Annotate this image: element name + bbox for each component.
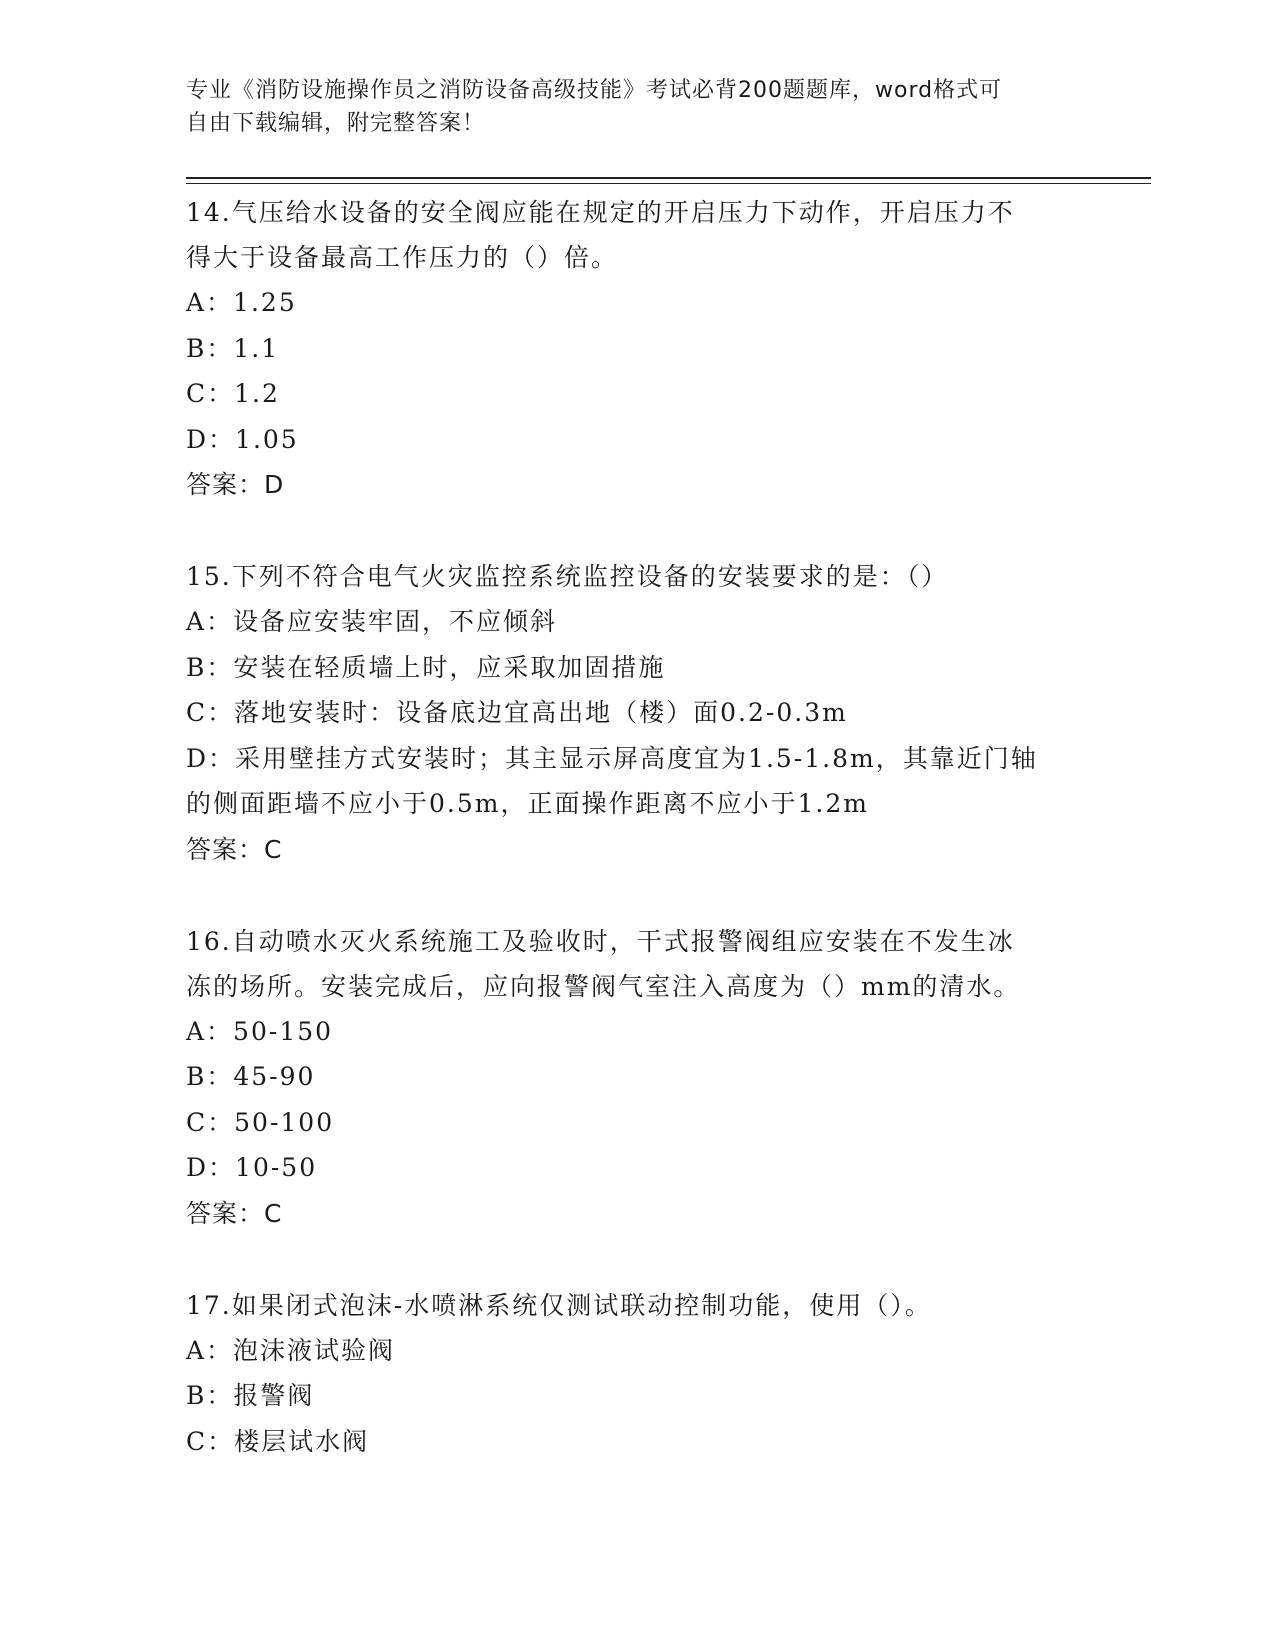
answer: 答案：D [186, 470, 285, 499]
option-d: D：10-50 [186, 1153, 318, 1182]
question-stem: 15.下列不符合电气火灾监控系统监控设备的安装要求的是：（） [186, 562, 949, 591]
header-divider-thin [186, 183, 1151, 184]
header-line-2: 自由下载编辑，附完整答案！ [186, 111, 486, 136]
option-b: B：安装在轻质墙上时，应采取加固措施 [186, 652, 666, 682]
option-c: C：1.2 [186, 379, 280, 408]
option-a: A：1.25 [186, 288, 297, 317]
answer: 答案：C [186, 834, 283, 864]
question-16 [186, 919, 1086, 1236]
option-d-continued: 的侧面距墙不应小于0.5m，正面操作距离不应小于1.2m [186, 789, 869, 818]
document-header [186, 74, 1086, 140]
question-stem: 14.气压给水设备的安全阀应能在规定的开启压力下动作，开启压力不 [186, 198, 1015, 227]
question-17 [186, 1283, 1086, 1465]
option-c: C：50-100 [186, 1107, 335, 1137]
option-b: B：1.1 [186, 333, 280, 363]
question-stem: 17.如果闭式泡沫-水喷淋系统仅测试联动控制功能，使用（）。 [186, 1290, 932, 1320]
option-d: D：采用壁挂方式安装时；其主显示屏高度宜为1.5-1.8m，其靠近门轴 [186, 743, 1038, 773]
question-stem: 16.自动喷水灭火系统施工及验收时，干式报警阀组应安装在不发生冰 [186, 926, 1015, 956]
option-c: C：楼层试水阀 [186, 1426, 370, 1456]
option-c: C：落地安装时：设备底边宜高出地（楼）面0.2-0.3m [186, 698, 848, 727]
question-stem: 得大于设备最高工作压力的（）倍。 [186, 243, 619, 272]
option-a: A：50-150 [186, 1016, 334, 1046]
answer: 答案：C [186, 1198, 283, 1228]
question-stem: 冻的场所。安装完成后，应向报警阀气室注入高度为（）mm的清水。 [186, 971, 1021, 1001]
option-b: B：45-90 [186, 1062, 316, 1091]
header-line-1: 专业《消防设施操作员之消防设备高级技能》考试必背200题题库，word格式可 [186, 78, 1003, 103]
header-divider [186, 177, 1151, 179]
question-list [186, 190, 1086, 1464]
option-a: A：设备应安装牢固，不应倾斜 [186, 607, 558, 636]
option-b: B：报警阀 [186, 1381, 315, 1410]
option-d: D：1.05 [186, 424, 299, 454]
question-15 [186, 554, 1086, 872]
option-a: A：泡沫液试验阀 [186, 1335, 396, 1365]
question-14 [186, 190, 1086, 507]
